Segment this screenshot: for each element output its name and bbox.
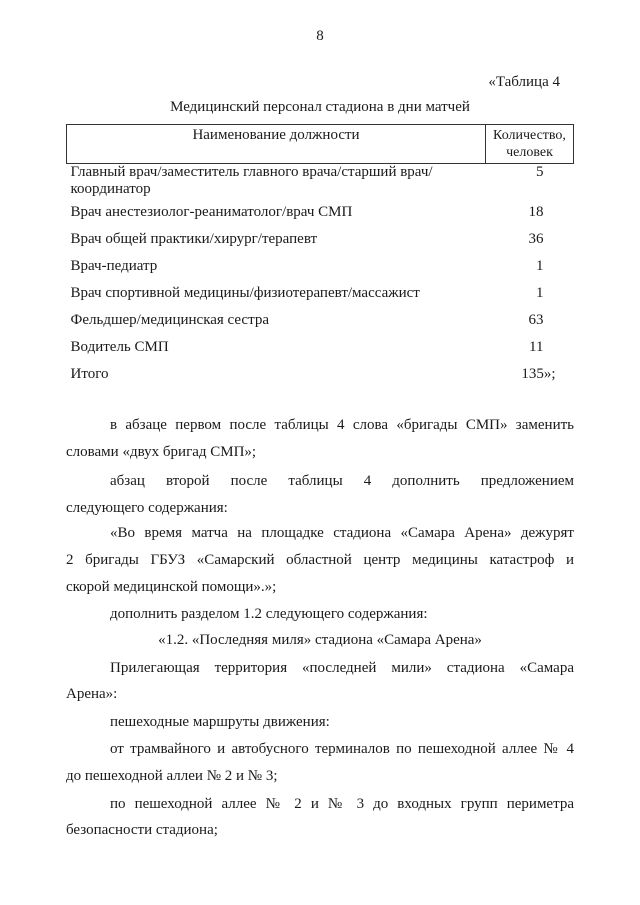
position-count: 63 — [528, 311, 544, 328]
paragraph-line: «Во время матча на площадке стадиона «Самара Арена» дежурят — [110, 525, 574, 541]
staff-table — [66, 124, 574, 393]
page-number: 8 — [316, 28, 324, 44]
table-row — [67, 312, 574, 339]
position-name: Врач анестезиолог-реаниматолог/врач СМП — [70, 203, 353, 220]
paragraph-line: Арена»: — [66, 686, 118, 702]
position-count: 1 — [536, 257, 544, 274]
table-row — [67, 164, 574, 204]
table-row-total — [67, 366, 574, 393]
paragraph-line: до пешеходной аллеи № 2 и № 3; — [66, 768, 278, 784]
position-name: Фельдшер/медицинская сестра — [70, 311, 269, 328]
paragraph-line: Прилегающая территория «последней мили» стадиона «Самара — [110, 660, 574, 676]
paragraph-line: в абзаце первом после таблицы 4 слова «бригады СМП» заменить — [110, 417, 574, 433]
table-row — [67, 339, 574, 366]
table-header-row — [67, 125, 574, 164]
header-position: Наименование должности — [67, 125, 486, 164]
table-row — [67, 258, 574, 285]
table-row — [67, 231, 574, 258]
paragraph-line: пешеходные маршруты движения: — [110, 714, 330, 730]
paragraph-line: 2 бригады ГБУЗ «Самарский областной центр медицины катастроф и — [66, 552, 574, 568]
total-count: 135»; — [521, 365, 556, 382]
total-label: Итого — [70, 365, 109, 382]
table-row — [67, 204, 574, 231]
section-heading: «1.2. «Последняя миля» стадиона «Самара Арена» — [158, 632, 482, 648]
paragraph-line: от трамвайного и автобусного терминалов по пешеходной аллее № 4 — [110, 741, 574, 757]
position-name: Врач-педиатр — [70, 257, 158, 274]
paragraph-line: следующего содержания: — [66, 500, 228, 516]
position-count: 18 — [528, 203, 544, 220]
position-count: 11 — [529, 338, 544, 355]
table-label: «Таблица 4 — [488, 74, 560, 90]
table-row — [67, 285, 574, 312]
paragraph-line: по пешеходной аллее № 2 и № 3 до входных групп периметра — [110, 796, 574, 812]
paragraph-line: словами «двух бригад СМП»; — [66, 444, 257, 460]
paragraph-line: абзац второй после таблицы 4 дополнить предложением — [110, 473, 574, 489]
position-name: Врач общей практики/хирург/терапевт — [70, 230, 318, 247]
position-name: Врач спортивной медицины/физиотерапевт/массажист — [70, 284, 420, 301]
paragraph-line: безопасности стадиона; — [66, 822, 218, 838]
paragraph-line: скорой медицинской помощи».»; — [66, 579, 277, 595]
position-count: 1 — [536, 284, 544, 301]
header-count: Количество, человек — [486, 125, 574, 164]
position-name: Главный врач/заместитель главного врача/старший врач/координатор — [70, 164, 433, 197]
paragraph-line: дополнить разделом 1.2 следующего содержания: — [110, 606, 428, 622]
position-count: 5 — [536, 164, 544, 180]
table-title: Медицинский персонал стадиона в дни матчей — [170, 99, 470, 115]
position-name: Водитель СМП — [70, 338, 169, 355]
position-count: 36 — [528, 230, 544, 247]
